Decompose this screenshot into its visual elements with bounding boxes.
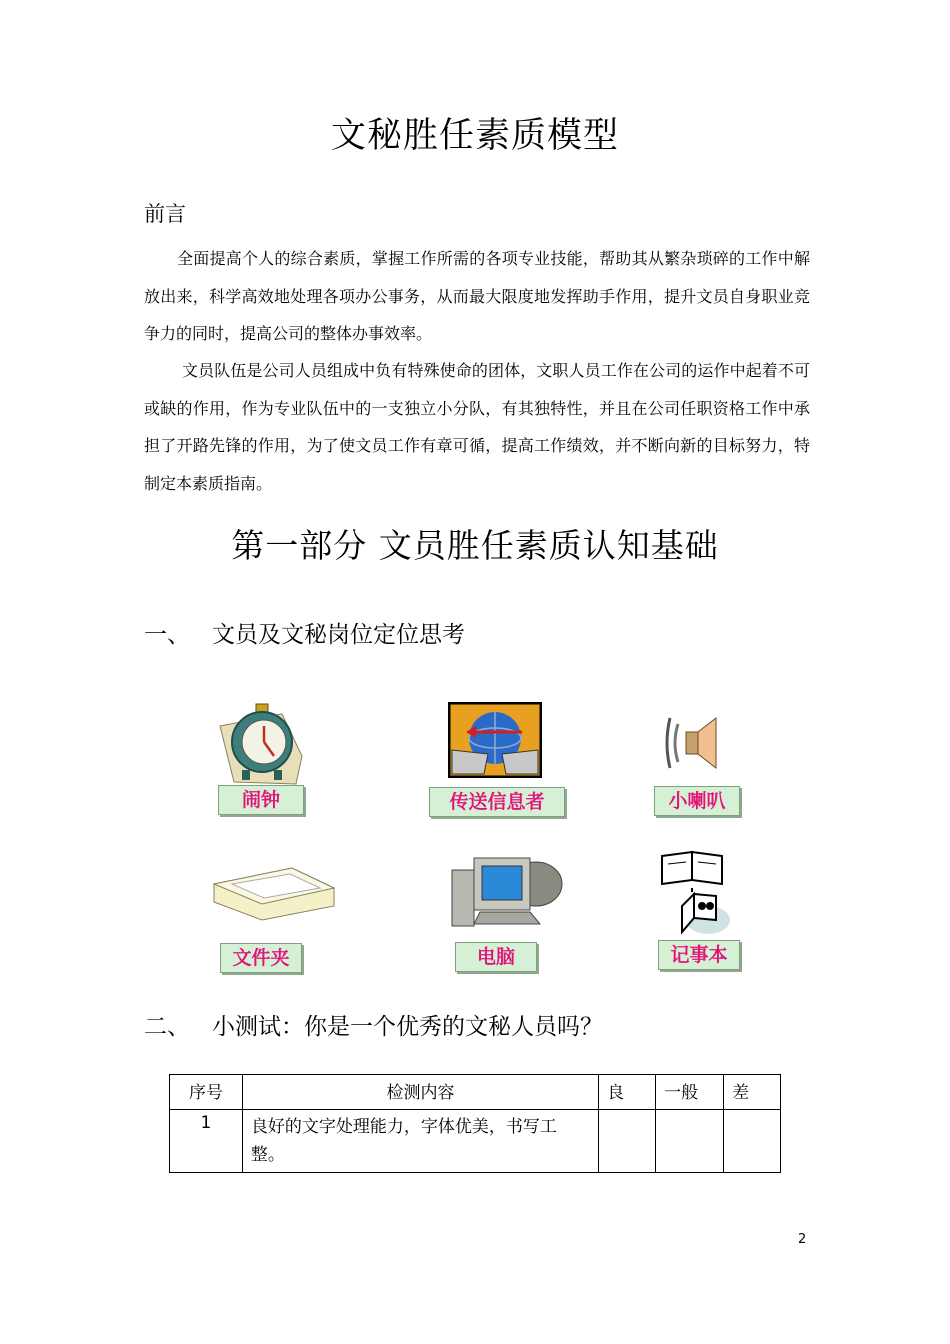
computer-icon bbox=[450, 852, 566, 932]
preface-heading: 前言 bbox=[144, 202, 186, 226]
alarm-clock-icon bbox=[212, 696, 312, 786]
notebook-icon bbox=[658, 850, 732, 938]
role-label-folder: 文件夹 bbox=[220, 943, 302, 973]
section-heading-1 bbox=[144, 616, 465, 649]
role-label-speaker: 小喇叭 bbox=[654, 786, 740, 816]
page-number: 2 bbox=[798, 1232, 807, 1247]
self-test-table bbox=[169, 1074, 781, 1173]
row-number: 1 bbox=[170, 1110, 243, 1173]
header-poor: 差 bbox=[724, 1075, 781, 1110]
role-label-notebook: 记事本 bbox=[658, 940, 740, 970]
network-computers-icon bbox=[448, 702, 542, 778]
table-header-row bbox=[170, 1075, 781, 1110]
folder-icon bbox=[212, 866, 336, 922]
role-label-messenger: 传送信息者 bbox=[429, 787, 565, 817]
role-label-alarm-clock: 闹钟 bbox=[218, 785, 304, 815]
section-title: 文员及文秘岗位定位思考 bbox=[212, 622, 465, 648]
table-row bbox=[170, 1110, 781, 1173]
section-number: 一、 bbox=[144, 622, 190, 648]
section-title: 小测试：你是一个优秀的文秘人员吗？ bbox=[212, 1014, 603, 1040]
header-good: 良 bbox=[599, 1075, 656, 1110]
row-poor-cell[interactable] bbox=[724, 1110, 781, 1173]
section-number: 二、 bbox=[144, 1014, 190, 1040]
section-heading-2 bbox=[144, 1008, 603, 1041]
row-good-cell[interactable] bbox=[599, 1110, 656, 1173]
row-average-cell[interactable] bbox=[656, 1110, 724, 1173]
header-average: 一般 bbox=[656, 1075, 724, 1110]
header-content: 检测内容 bbox=[242, 1075, 598, 1110]
preface-paragraph-2: 文员队伍是公司人员组成中负有特殊使命的团体，文职人员工作在公司的运作中起着不可或缺的作用，作为专业队伍中的一支独立小分队，有其独特性，并且在公司任职资格工作中承担了开路先锋的作用，为了使文员工作有章可循，提高工作绩效，并不断向新的目标努力，特制定本素质指南。 bbox=[144, 361, 810, 493]
document-title: 文秘胜任素质模型 bbox=[330, 116, 619, 156]
preface-paragraph-1: 全面提高个人的综合素质，掌握工作所需的各项专业技能，帮助其从繁杂琐碎的工作中解放出来，科学高效地处理各项办公事务，从而最大限度地发挥助手作用，提升文员自身职业竞争力的同时，提高公司的整体办事效率。 bbox=[144, 249, 810, 343]
role-label-computer: 电脑 bbox=[455, 942, 537, 972]
header-number: 序号 bbox=[170, 1075, 243, 1110]
speaker-icon bbox=[662, 708, 722, 778]
row-content: 良好的文字处理能力，字体优美，书写工整。 bbox=[242, 1110, 598, 1173]
part-title: 第一部分 文员胜任素质认知基础 bbox=[231, 526, 719, 565]
